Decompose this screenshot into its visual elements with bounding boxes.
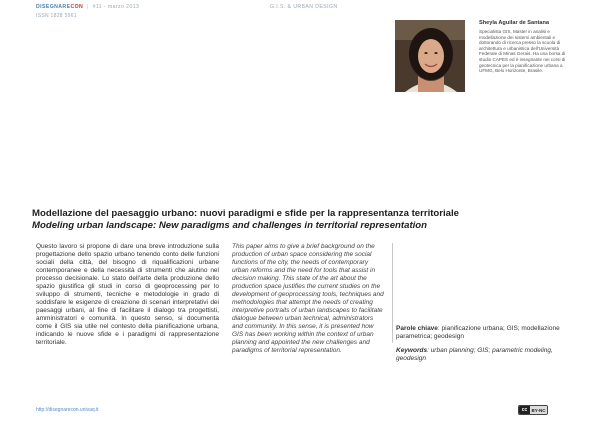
- journal-brand: DISEGNARECON: [36, 4, 84, 10]
- keywords-english-values: : urban planning; GIS; parametric modeling, geodesign: [396, 347, 553, 362]
- journal-url-link[interactable]: http://disegnarecon.univaq.it: [36, 407, 99, 413]
- journal-header: DISEGNARECON | #11 - marzo 2013 G.I.S. & URBAN DESIGN: [36, 4, 338, 10]
- cc-license-type: BY-NC: [531, 407, 546, 413]
- section-label: G.I.S. & URBAN DESIGN: [270, 4, 338, 10]
- keywords-italian-label: Parole chiave: [396, 325, 438, 332]
- author-photo: [395, 20, 465, 92]
- title-italian: Modellazione del paesaggio urbano: nuovi paradigmi e sfide per la rappresentanza territoriale: [32, 208, 460, 219]
- keywords-italian: [396, 325, 576, 341]
- author-info: [479, 20, 567, 74]
- author-portrait-icon: [395, 20, 465, 92]
- author-bio: Specialista GIS, Master in analisi e modellazione dei sistemi ambientali e dottorando di ricerca presso la scuola di architettura e urbanistica dell'Università Federale di Minas Gerais. Ha una borsa di studio CAPES ed è insegnante nei corsi di geotecnica per la pianificazione urbana a UFMG, Belo Horizonte, Brasile.: [479, 29, 566, 74]
- creative-commons-badge-icon[interactable]: [518, 405, 548, 415]
- abstract-italian: Questo lavoro si propone di dare una breve introduzione sulla progettazione dello spazio urbano tenendo conto delle funzioni sociali della città, del bisogno di riqualificazioni urbane contemporanee e della necessità di strumenti che aiutino nel processo decisionale. Lo stato dell'arte della produzione dello spazio giustifica gli studi in corso di geoprocessing per lo sviluppo di strumenti, tecniche e metodologie in grado di soddisfare le esigenze di creazione di scenari interpretativi dei paesaggi urbani, al fine di facilitare il dialogo tra progettisti, amministratori e comunità. In questo senso, si documenta come il GIS sia utile nel contesto della pianificazione urbana, indicando le nuove sfide e i paradigmi di rappresentazione territoriale.: [36, 243, 219, 346]
- cc-mark: cc: [519, 406, 530, 414]
- title-english: Modeling urban landscape: New paradigms and challenges in territorial representation: [32, 220, 428, 231]
- issn-label: ISSN 1828 5961: [36, 13, 77, 19]
- keywords-english: [396, 347, 576, 363]
- column-divider: [392, 243, 393, 343]
- issue-label: #11 - marzo 2013: [92, 4, 140, 10]
- keywords-italian-values: : pianificazione urbana; GIS; modellazione parametrica; geodesign: [396, 325, 560, 340]
- article-titles: [32, 208, 572, 232]
- author-name: Sheyla Aguilar de Santana: [479, 20, 550, 26]
- abstract-english: This paper aims to give a brief background on the production of urban space considering the social functions of the city, the needs of contemporary urban reforms and the need for tools that assist in decision making. This state of the art about the production space justifies the current studies on the development of geoprocessing tools, techniques and methodologies that attempt the needs of creating interpretive portraits of urban landscapes to facilitate dialogue between urban technical, administrators and community. In this sense, it is presented how GIS has been working within the context of urban planning and appointed the new challenges and paradigms of territorial representation.: [232, 243, 384, 354]
- keywords-english-label: Keywords: [396, 347, 428, 354]
